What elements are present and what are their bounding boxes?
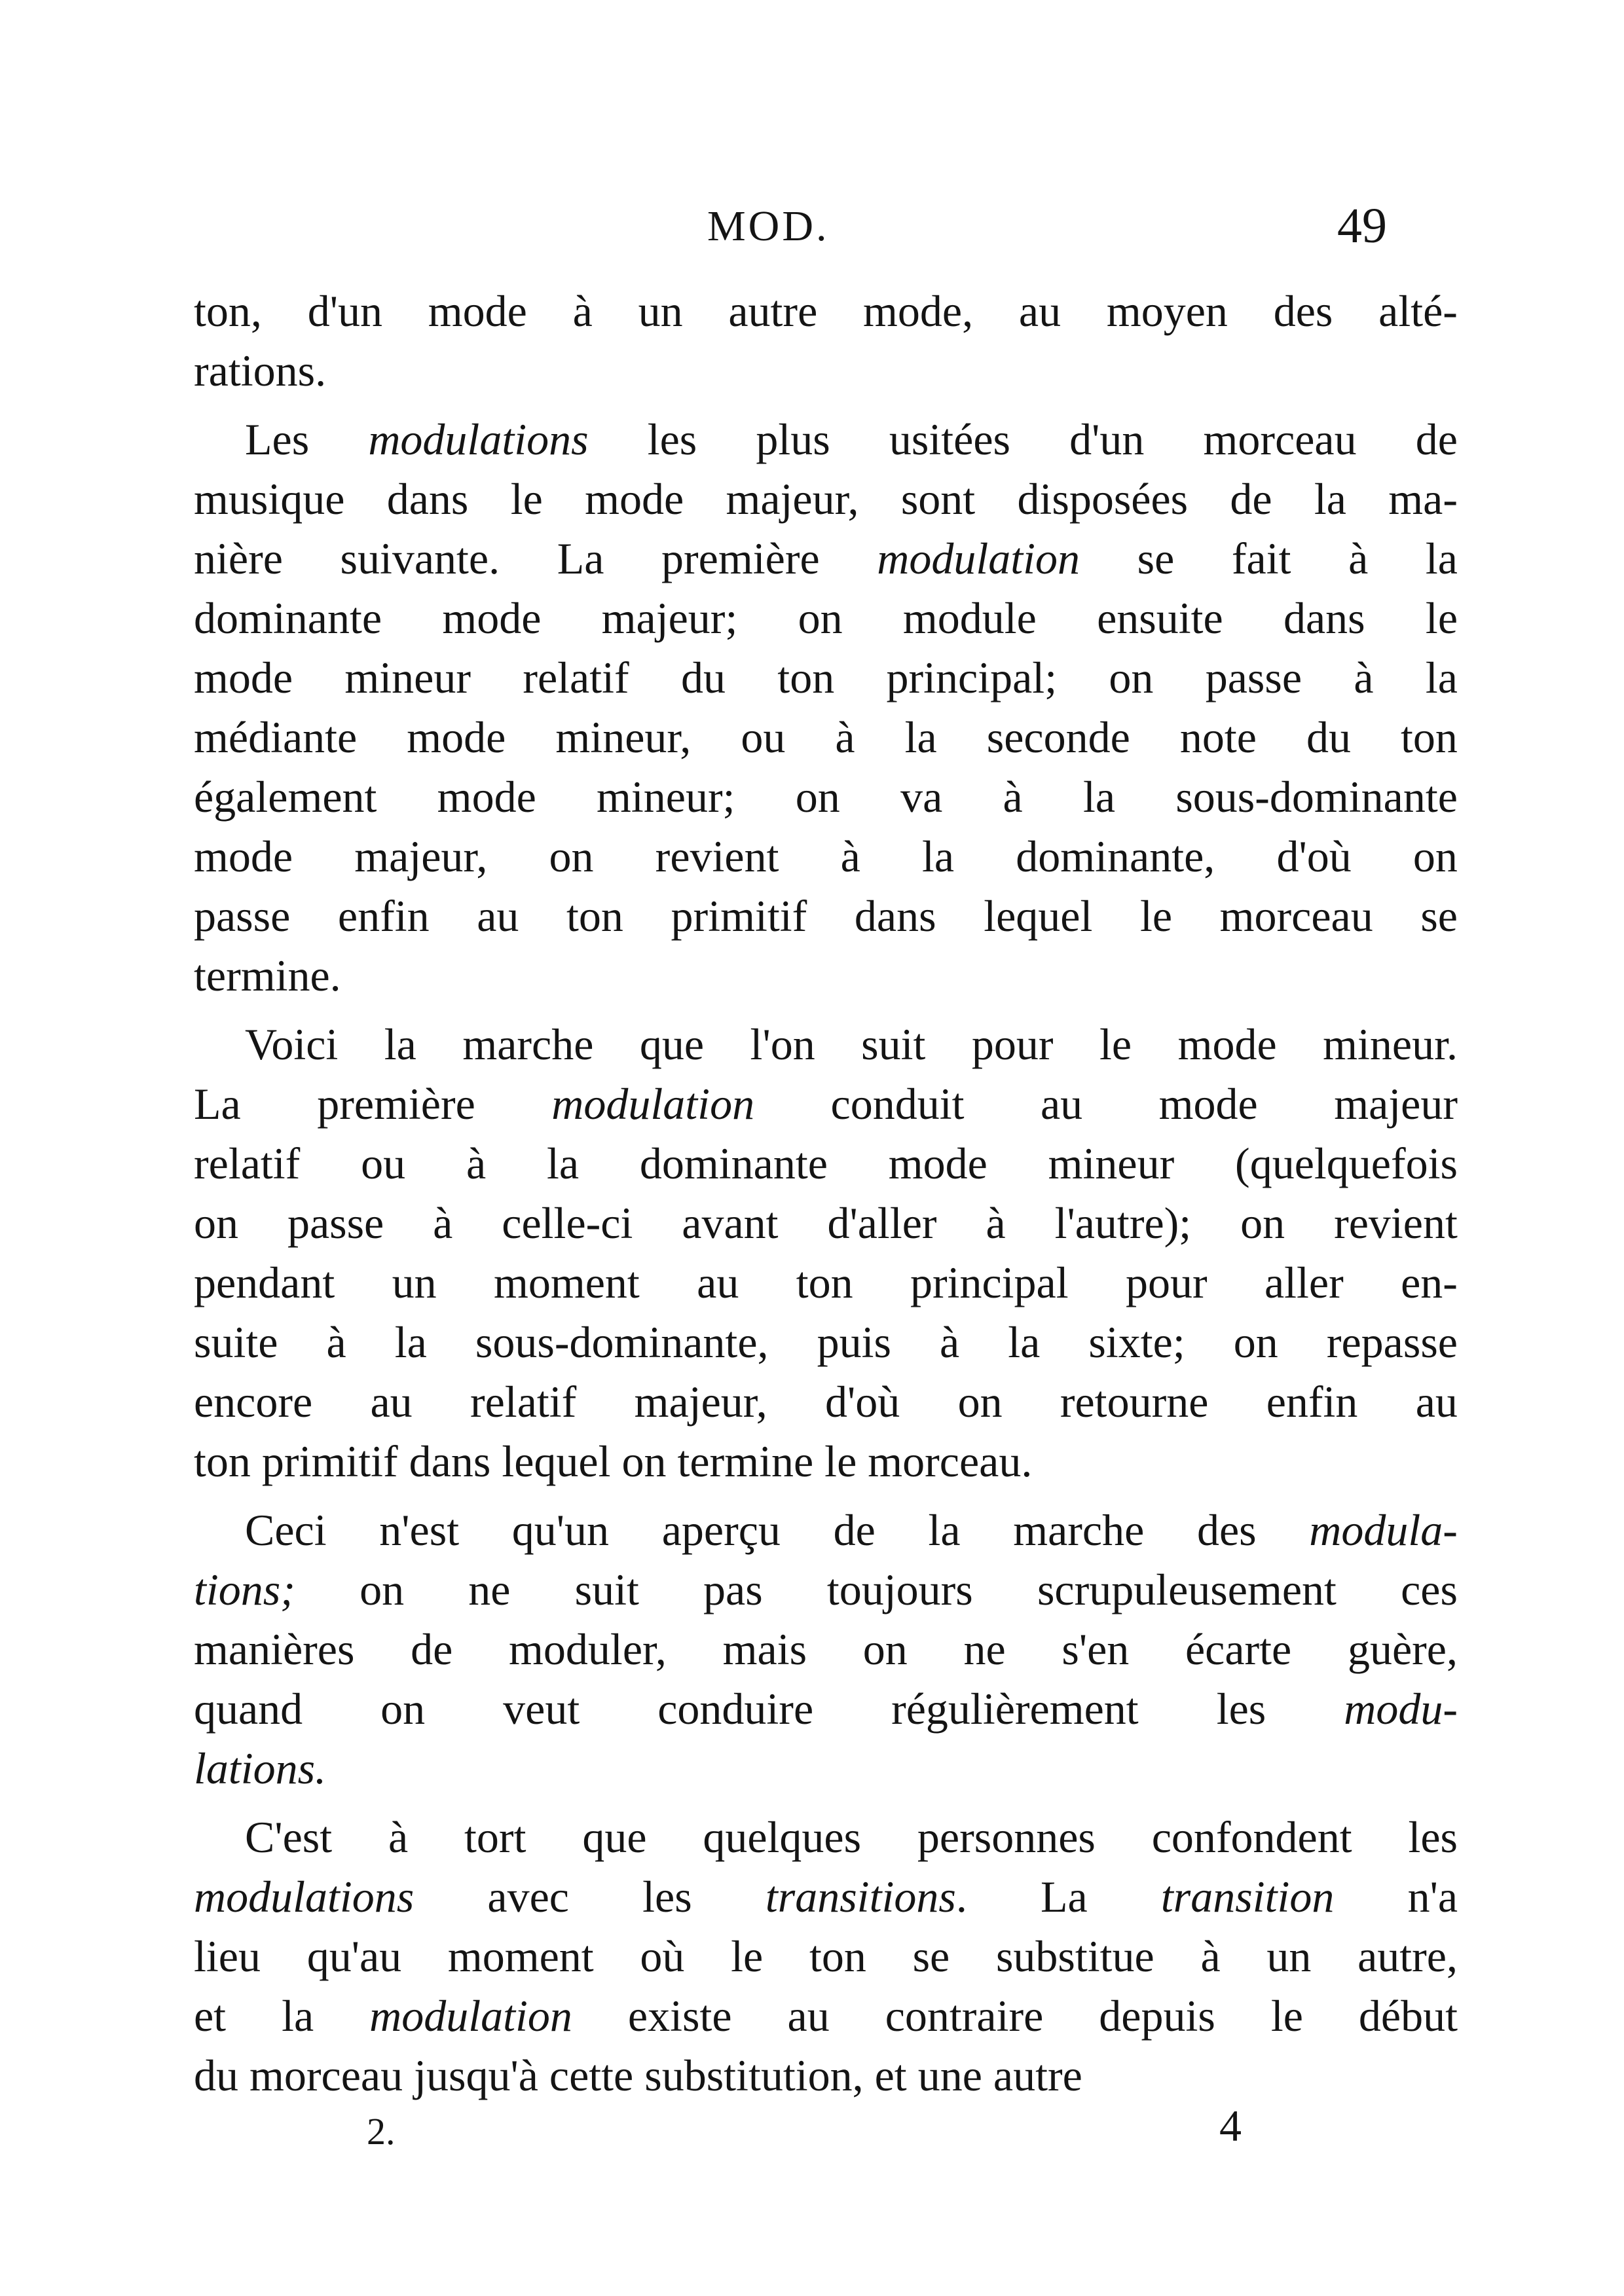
- text-line: [194, 1867, 1458, 1927]
- word: également: [194, 772, 377, 822]
- word: principal: [910, 1258, 1069, 1307]
- word: au: [1018, 286, 1061, 336]
- word: sont: [900, 474, 976, 524]
- word: rations.: [194, 346, 327, 395]
- word: le: [1099, 1019, 1132, 1069]
- word: pas: [703, 1565, 763, 1614]
- word: n'a: [1407, 1872, 1458, 1922]
- word: à: [572, 286, 593, 336]
- word: d'où: [1276, 831, 1352, 881]
- word: majeur,: [726, 474, 859, 524]
- word: les: [1216, 1684, 1266, 1734]
- word: dominante,: [1016, 831, 1215, 881]
- word: à: [466, 1139, 487, 1188]
- word: se: [1137, 534, 1175, 583]
- word: majeur;: [601, 593, 738, 643]
- word: primitif: [261, 1436, 398, 1486]
- word: [194, 1739, 326, 1798]
- word: transitions.: [765, 1872, 967, 1922]
- word: à: [388, 1812, 409, 1862]
- word: et: [194, 1991, 227, 2041]
- text-line: [194, 1074, 1458, 1134]
- text-line: [194, 648, 1458, 708]
- word: la: [922, 831, 955, 881]
- word: celle-ci: [502, 1198, 633, 1248]
- word: mode: [888, 1139, 987, 1188]
- page-number: 49: [1337, 198, 1387, 253]
- word: à: [1003, 772, 1023, 822]
- word: un: [1266, 1931, 1312, 1981]
- word: qu'un: [511, 1505, 610, 1555]
- word: et: [874, 2050, 907, 2100]
- word: de: [1230, 474, 1272, 524]
- word: conduire: [657, 1684, 814, 1734]
- word: principal;: [886, 653, 1058, 702]
- word: substitue: [995, 1931, 1154, 1981]
- word: quand: [194, 1684, 303, 1734]
- word: majeur,: [634, 1377, 767, 1427]
- word: Ceci: [245, 1505, 327, 1555]
- word: régulièrement: [891, 1684, 1139, 1734]
- word: à: [1200, 1931, 1221, 1981]
- word: toujours: [826, 1565, 973, 1614]
- word: primitif: [671, 891, 807, 941]
- italic-term: modulations: [194, 1872, 415, 1922]
- text-line: [194, 410, 1458, 469]
- word: morceau: [1203, 414, 1357, 464]
- word: suit: [861, 1019, 926, 1069]
- word: des: [1196, 1505, 1257, 1555]
- word: ma-: [1388, 474, 1458, 524]
- word: sous-dominante,: [475, 1317, 769, 1367]
- word: mode: [442, 593, 542, 643]
- text-line: [194, 827, 1458, 886]
- word: [368, 410, 588, 469]
- text-line: [194, 1620, 1458, 1679]
- word: Les: [245, 414, 310, 464]
- word: ou: [741, 712, 786, 762]
- word: relatif: [194, 1139, 301, 1188]
- word: mode: [1158, 1079, 1258, 1129]
- word: d'où: [825, 1377, 900, 1427]
- word: revient: [655, 831, 779, 881]
- word: du: [194, 2050, 238, 2100]
- word: plus: [756, 414, 830, 464]
- text-line: [194, 1372, 1458, 1432]
- word: pendant: [194, 1258, 335, 1307]
- word: enfin: [1266, 1377, 1358, 1427]
- word: substitution,: [644, 2050, 864, 2100]
- word: où: [640, 1931, 685, 1981]
- word: s'en: [1061, 1624, 1130, 1674]
- word: dans: [386, 474, 469, 524]
- word: au: [697, 1258, 739, 1307]
- word: enfin: [337, 891, 430, 941]
- italic-term: transition: [1160, 1872, 1335, 1922]
- word: suite: [194, 1317, 278, 1367]
- text-line: [194, 1986, 1458, 2046]
- text-line: [194, 767, 1458, 827]
- word: ton: [796, 1258, 853, 1307]
- word: on: [380, 1684, 426, 1734]
- word: on: [795, 772, 840, 822]
- text-line: [194, 341, 1458, 401]
- word: des: [1273, 286, 1333, 336]
- word: musique: [194, 474, 345, 524]
- word: [1344, 1679, 1458, 1739]
- word: aller: [1264, 1258, 1344, 1307]
- word: mode: [194, 653, 293, 702]
- paragraph-gap: [194, 1798, 1458, 1808]
- word: passe: [1205, 653, 1302, 702]
- text-line: [194, 1194, 1458, 1253]
- word: on: [360, 1565, 405, 1614]
- word: on: [1412, 831, 1458, 881]
- word: aperçu: [661, 1505, 781, 1555]
- italic-term: modulation: [369, 1991, 572, 2041]
- word: au: [477, 891, 519, 941]
- word: première: [317, 1079, 475, 1129]
- word: disposées: [1017, 474, 1189, 524]
- word: ensuite: [1097, 593, 1223, 643]
- word: on: [194, 1198, 238, 1248]
- text-line: [194, 1739, 1458, 1798]
- word: la: [928, 1505, 961, 1555]
- word: on: [621, 1436, 667, 1486]
- text-line: [194, 529, 1458, 589]
- running-head: MOD.: [707, 202, 830, 250]
- word: [1161, 1867, 1335, 1927]
- text-line: [194, 1134, 1458, 1194]
- word: médiante: [194, 712, 358, 762]
- word: la: [904, 712, 937, 762]
- word: les: [647, 414, 697, 464]
- word: ne: [963, 1624, 1006, 1674]
- word: à: [1348, 534, 1369, 583]
- word: de: [833, 1505, 876, 1555]
- text-line: [194, 708, 1458, 767]
- word: lequel: [502, 1436, 611, 1486]
- word: C'est: [245, 1812, 333, 1862]
- word: ton,: [194, 286, 262, 336]
- word: morceau: [249, 2050, 403, 2100]
- word: contraire: [885, 1991, 1044, 2041]
- word: ou: [361, 1139, 406, 1188]
- text-line: [194, 1927, 1458, 1986]
- text-line: [194, 946, 1458, 1006]
- word: à: [326, 1317, 346, 1367]
- word: le: [1270, 1991, 1303, 2041]
- word: on: [1240, 1198, 1285, 1248]
- text-line: [194, 2046, 1458, 2105]
- word: revient: [1334, 1198, 1458, 1248]
- word: la: [384, 1019, 416, 1069]
- word: sixte;: [1088, 1317, 1185, 1367]
- word: la: [1314, 474, 1346, 524]
- word: autre: [728, 286, 818, 336]
- word: pour: [971, 1019, 1054, 1069]
- word: passe: [194, 891, 291, 941]
- word: au: [1040, 1079, 1083, 1129]
- text-line: [194, 1015, 1458, 1074]
- word: le: [1139, 891, 1173, 941]
- word: module: [902, 593, 1037, 643]
- text-line: [194, 1432, 1458, 1491]
- text-line: [194, 589, 1458, 648]
- word: que: [639, 1019, 705, 1069]
- word: ces: [1401, 1565, 1458, 1614]
- word: on: [957, 1377, 1003, 1427]
- word: jusqu'à: [414, 2050, 538, 2100]
- word: l'autre);: [1054, 1198, 1192, 1248]
- italic-term: modulation: [877, 534, 1080, 583]
- word: avec: [487, 1872, 569, 1922]
- word: Voici: [245, 1019, 339, 1069]
- word: lequel: [984, 891, 1093, 941]
- word: d'un: [307, 286, 382, 336]
- word: encore: [194, 1377, 313, 1427]
- word: mode: [407, 712, 506, 762]
- word: dominante: [639, 1139, 828, 1188]
- word: n'est: [379, 1505, 460, 1555]
- word: note: [1179, 712, 1257, 762]
- word: mode,: [863, 286, 974, 336]
- text-line: [194, 1808, 1458, 1867]
- word: nière: [194, 534, 283, 583]
- word: moment: [493, 1258, 640, 1307]
- word: puis: [817, 1317, 891, 1367]
- word: ton: [1400, 712, 1458, 762]
- word: la: [1082, 772, 1116, 822]
- word: au: [370, 1377, 413, 1427]
- italic-term: tions;: [194, 1565, 295, 1614]
- word: La: [194, 1079, 241, 1129]
- word: va: [900, 772, 943, 822]
- paragraph-gap: [194, 1491, 1458, 1501]
- word: moduler,: [509, 1624, 667, 1674]
- text-line: [194, 469, 1458, 529]
- word: on: [549, 831, 594, 881]
- word: qu'au: [306, 1931, 402, 1981]
- word: usitées: [889, 414, 1010, 464]
- word: [194, 1560, 295, 1620]
- word: une: [917, 2050, 982, 2100]
- word: morceau.: [868, 1436, 1033, 1486]
- word: mode: [437, 772, 536, 822]
- word: marche: [462, 1019, 594, 1069]
- word: suivante.: [340, 534, 500, 583]
- word: du: [1306, 712, 1351, 762]
- word: [369, 1986, 572, 2046]
- word: d'aller: [827, 1198, 937, 1248]
- word: relatif: [470, 1377, 577, 1427]
- word: à: [433, 1198, 453, 1248]
- word: La: [557, 534, 604, 583]
- word: termine.: [194, 951, 341, 1000]
- word: que: [582, 1812, 647, 1862]
- word: à: [835, 712, 855, 762]
- text-line: [194, 282, 1458, 341]
- word: seconde: [986, 712, 1130, 762]
- word: le: [824, 1436, 857, 1486]
- word: [1309, 1501, 1458, 1560]
- word: La: [1041, 1872, 1088, 1922]
- word: guère,: [1347, 1624, 1458, 1674]
- word: mineur;: [597, 772, 735, 822]
- signature-mark: 2.: [367, 2110, 396, 2153]
- word: tort: [464, 1812, 526, 1862]
- word: quelques: [703, 1812, 862, 1862]
- text-line: [194, 1679, 1458, 1739]
- word: se: [1420, 891, 1458, 941]
- italic-term: modu-: [1344, 1684, 1458, 1734]
- word: termine: [677, 1436, 814, 1486]
- word: morceau: [1219, 891, 1373, 941]
- word: [194, 1867, 414, 1927]
- word: alté-: [1378, 286, 1458, 336]
- word: les: [642, 1872, 692, 1922]
- word: de: [1415, 414, 1458, 464]
- word: on: [1233, 1317, 1278, 1367]
- word: [877, 529, 1080, 589]
- word: au: [1415, 1377, 1458, 1427]
- word: on: [862, 1624, 908, 1674]
- word: relatif: [523, 653, 629, 702]
- word: la: [1008, 1317, 1041, 1367]
- word: on: [1109, 653, 1154, 702]
- text-line: [194, 1501, 1458, 1560]
- italic-term: modulation: [551, 1079, 755, 1129]
- word: à: [986, 1198, 1006, 1248]
- word: manières: [194, 1624, 355, 1674]
- word: [551, 1074, 754, 1134]
- word: (quelquefois: [1235, 1139, 1458, 1188]
- text-line: [194, 1313, 1458, 1372]
- word: un: [392, 1258, 437, 1307]
- text-line: [194, 1253, 1458, 1313]
- word: moyen: [1106, 286, 1228, 336]
- word: mineur,: [555, 712, 692, 762]
- word: le: [510, 474, 543, 524]
- word: la: [282, 1991, 314, 2041]
- word: sous-dominante: [1175, 772, 1458, 822]
- word: retourne: [1060, 1377, 1209, 1427]
- word: mode: [428, 286, 527, 336]
- word: à: [940, 1317, 960, 1367]
- word: de: [411, 1624, 453, 1674]
- text-line: [194, 1560, 1458, 1620]
- word: moment: [447, 1931, 594, 1981]
- word: mode: [1177, 1019, 1277, 1069]
- word: un: [638, 286, 683, 336]
- word: autre: [993, 2050, 1082, 2100]
- word: scrupuleusement: [1037, 1565, 1337, 1614]
- word: la: [546, 1139, 580, 1188]
- italic-term: transitions: [765, 1872, 956, 1922]
- word: pour: [1125, 1258, 1208, 1307]
- word: se: [912, 1931, 950, 1981]
- word: lieu: [194, 1931, 261, 1981]
- word: d'un: [1069, 414, 1145, 464]
- word: suit: [574, 1565, 639, 1614]
- word: mineur.: [1323, 1019, 1458, 1069]
- word: personnes: [917, 1812, 1096, 1862]
- word: marche: [1013, 1505, 1145, 1555]
- word: majeur: [1334, 1079, 1458, 1129]
- word: dans: [854, 891, 936, 941]
- word: dominante: [194, 593, 382, 643]
- word: repasse: [1326, 1317, 1458, 1367]
- catchword: 4: [1219, 2101, 1242, 2151]
- italic-term: modula-: [1309, 1505, 1458, 1555]
- word: on: [798, 593, 843, 643]
- word: ton: [777, 653, 835, 702]
- word: du: [680, 653, 726, 702]
- word: ne: [468, 1565, 511, 1614]
- word: ton: [194, 1436, 251, 1486]
- word: l'on: [750, 1019, 815, 1069]
- word: dans: [1283, 593, 1365, 643]
- word: dans: [409, 1436, 491, 1486]
- word: la: [1425, 534, 1458, 583]
- word: conduit: [830, 1079, 965, 1129]
- word: la: [1425, 653, 1458, 702]
- word: à: [840, 831, 860, 881]
- word: la: [394, 1317, 427, 1367]
- text-line: [194, 886, 1458, 946]
- word: première: [661, 534, 820, 583]
- word: début: [1358, 1991, 1458, 2041]
- word: ton: [809, 1931, 866, 1981]
- paragraph-gap: [194, 1006, 1458, 1015]
- word: confondent: [1151, 1812, 1352, 1862]
- word: passe: [287, 1198, 384, 1248]
- word: au: [787, 1991, 830, 2041]
- word: veut: [503, 1684, 580, 1734]
- word: depuis: [1099, 1991, 1215, 2041]
- word: ton: [566, 891, 623, 941]
- word: le: [731, 1931, 764, 1981]
- word: à: [1354, 653, 1374, 702]
- word: avant: [682, 1198, 779, 1248]
- word: mais: [722, 1624, 807, 1674]
- word: mineur: [1048, 1139, 1175, 1188]
- italic-term: lations.: [194, 1743, 327, 1793]
- word: les: [1408, 1812, 1458, 1862]
- word: mineur: [344, 653, 471, 702]
- body-text: [194, 282, 1458, 2105]
- word: mode: [585, 474, 684, 524]
- word: majeur,: [354, 831, 488, 881]
- word: mode: [194, 831, 293, 881]
- word: fait: [1231, 534, 1291, 583]
- word: cette: [549, 2050, 634, 2100]
- word: autre,: [1357, 1931, 1458, 1981]
- paragraph-gap: [194, 401, 1458, 410]
- word: existe: [627, 1991, 732, 2041]
- italic-term: modulations: [368, 414, 589, 464]
- word: le: [1425, 593, 1458, 643]
- word: écarte: [1185, 1624, 1292, 1674]
- word: en-: [1401, 1258, 1458, 1307]
